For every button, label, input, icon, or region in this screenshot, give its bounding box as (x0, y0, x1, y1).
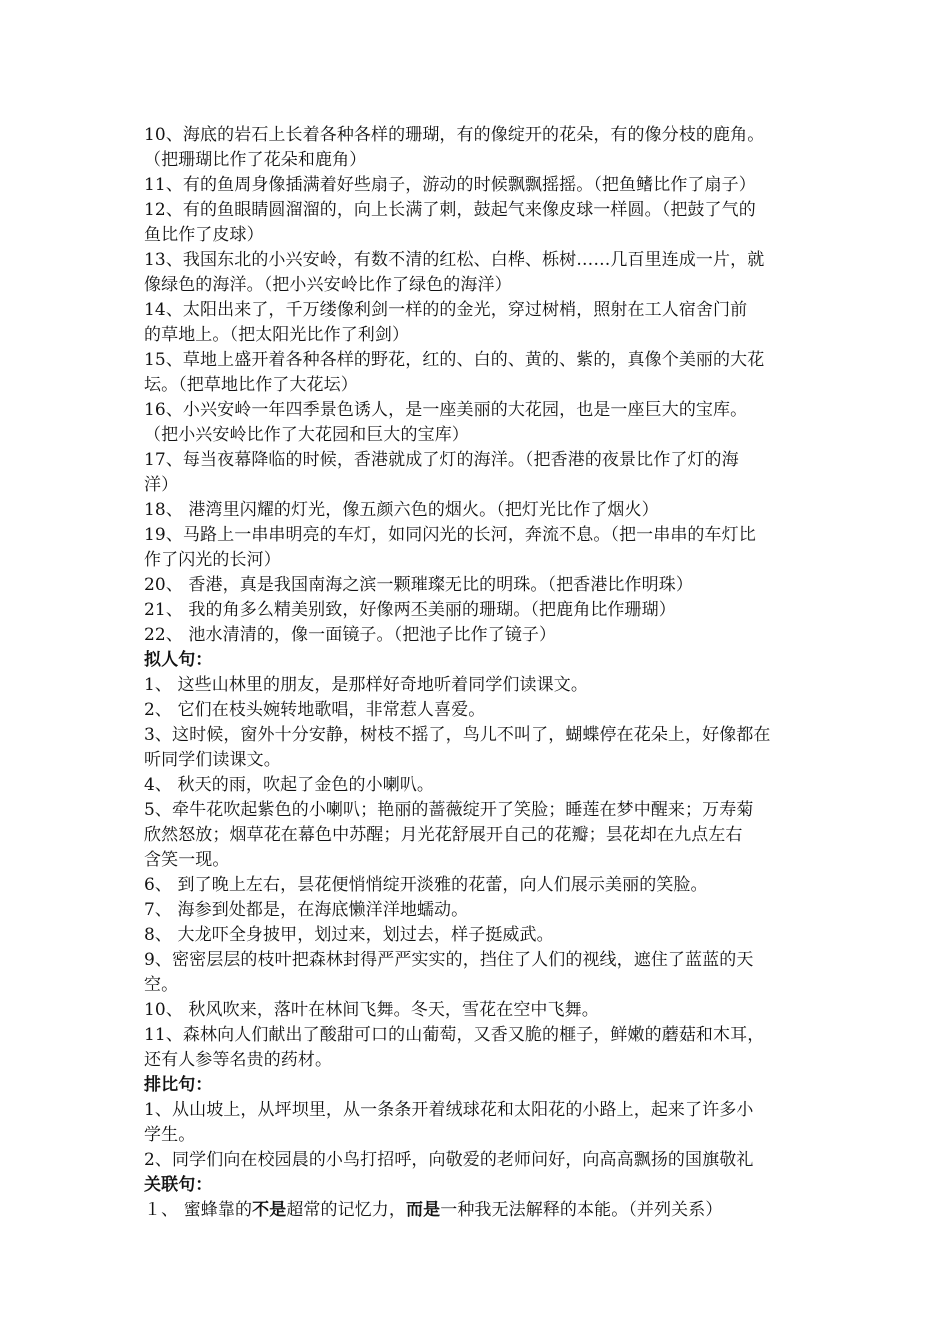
text-line: 18、 港湾里闪耀的灯光，像五颜六色的烟火。（把灯光比作了烟火） (144, 500, 659, 520)
text-segment: 超常的记忆力， (286, 1200, 407, 1220)
text-line: 15、草地上盛开着各种各样的野花，红的、白的、黄的、紫的，真像个美丽的大花 (144, 350, 765, 370)
text-line: 2、同学们向在校园晨的小鸟打招呼，向敬爱的老师问好，向高高飘扬的国旗敬礼 (144, 1150, 754, 1170)
text-line: 3、这时候，窗外十分安静，树枝不摇了，鸟儿不叫了，蝴蝶停在花朵上，好像都在 (144, 725, 771, 745)
text-line: 听同学们读课文。 (144, 750, 281, 770)
section-heading-conjunction: 关联句： (144, 1175, 213, 1195)
text-line: 2、 它们在枝头婉转地歌唱，非常惹人喜爱。 (144, 700, 486, 720)
section-heading-parallelism: 排比句： (144, 1075, 213, 1095)
text-line: 还有人参等名贵的药材。 (144, 1050, 333, 1070)
text-line: 1、 这些山林里的朋友，是那样好奇地听着同学们读课文。 (144, 675, 588, 695)
text-line: 19、马路上一串串明亮的车灯，如同闪光的长河，奔流不息。（把一串串的车灯比 (144, 525, 756, 545)
bold-keyword: 而是 (406, 1200, 441, 1220)
text-segment: １、 蜜蜂靠的 (144, 1200, 253, 1220)
text-line: 像绿色的海洋。（把小兴安岭比作了绿色的海洋） (144, 275, 512, 295)
text-line: 洋） (144, 475, 179, 495)
text-line: 13、我国东北的小兴安岭，有数不清的红松、白桦、栎树……几百里连成一片，就 (144, 250, 765, 270)
text-segment: 一种我无法解释的本能。（并列关系） (440, 1200, 723, 1220)
text-line: 空。 (144, 975, 179, 995)
text-line: 21、 我的角多么精美别致，好像两丕美丽的珊瑚。（把鹿角比作珊瑚） (144, 600, 676, 620)
text-line: 11、森林向人们献出了酸甜可口的山葡萄，又香又脆的榧子，鲜嫩的蘑菇和木耳， (144, 1025, 765, 1045)
text-line: 12、有的鱼眼睛圆溜溜的，向上长满了刺，鼓起气来像皮球一样圆。（把鼓了气的 (144, 200, 756, 220)
text-line: 坛。（把草地比作了大花坛） (144, 375, 358, 395)
text-line: 作了闪光的长河） (144, 550, 281, 570)
text-line: 1、从山坡上，从坪坝里，从一条条开着绒球花和太阳花的小路上，起来了许多小 (144, 1100, 754, 1120)
text-line: 11、有的鱼周身像插满着好些扇子，游动的时候飘飘摇摇。（把鱼鳍比作了扇子） (144, 175, 756, 195)
text-line: 6、 到了晚上左右，昙花便悄悄绽开淡雅的花蕾，向人们展示美丽的笑脸。 (144, 875, 708, 895)
bold-keyword: 不是 (252, 1200, 287, 1220)
text-line: 9、密密层层的枝叶把森林封得严严实实的，挡住了人们的视线，遮住了蓝蓝的天 (144, 950, 754, 970)
text-line: 的草地上。（把太阳光比作了利剑） (144, 325, 410, 345)
document-page (144, 123, 824, 1223)
text-line: 17、每当夜幕降临的时候，香港就成了灯的海洋。（把香港的夜景比作了灯的海 (144, 450, 739, 470)
section-heading-personification: 拟人句： (144, 650, 213, 670)
text-line: 含笑一现。 (144, 850, 230, 870)
text-line: 20、 香港，真是我国南海之滨一颗璀璨无比的明珠。（把香港比作明珠） (144, 575, 693, 595)
text-line: 5、牵牛花吹起紫色的小喇叭；艳丽的蔷薇绽开了笑脸；睡莲在梦中醒来；万寿菊 (144, 800, 754, 820)
text-line: 14、太阳出来了，千万缕像利剑一样的的金光，穿过树梢，照射在工人宿舍门前 (144, 300, 748, 320)
text-line: 16、小兴安岭一年四季景色诱人，是一座美丽的大花园，也是一座巨大的宝库。 (144, 400, 748, 420)
text-line: （把小兴安岭比作了大花园和巨大的宝库） (144, 425, 469, 445)
text-line: 鱼比作了皮球） (144, 225, 264, 245)
text-line: 欣然怒放；烟草花在幕色中苏醒；月光花舒展开自己的花瓣；昙花却在九点左右 (144, 825, 743, 845)
text-line: （把珊瑚比作了花朵和鹿角） (144, 150, 367, 170)
text-line: 4、 秋天的雨，吹起了金色的小喇叭。 (144, 775, 435, 795)
text-line: 10、海底的岩石上长着各种各样的珊瑚，有的像绽开的花朵，有的像分枝的鹿角。 (144, 125, 765, 145)
text-line: 学生。 (144, 1125, 196, 1145)
text-line-conjunction-example (144, 1198, 824, 1223)
text-line: 7、 海参到处都是，在海底懒洋洋地蠕动。 (144, 900, 469, 920)
text-line: 8、 大龙吓全身披甲，划过来，划过去，样子挺威武。 (144, 925, 554, 945)
text-line: 10、 秋风吹来，落叶在林间飞舞。冬天，雪花在空中飞舞。 (144, 1000, 599, 1020)
text-line: 22、 池水清清的，像一面镜子。（把池子比作了镜子） (144, 625, 557, 645)
